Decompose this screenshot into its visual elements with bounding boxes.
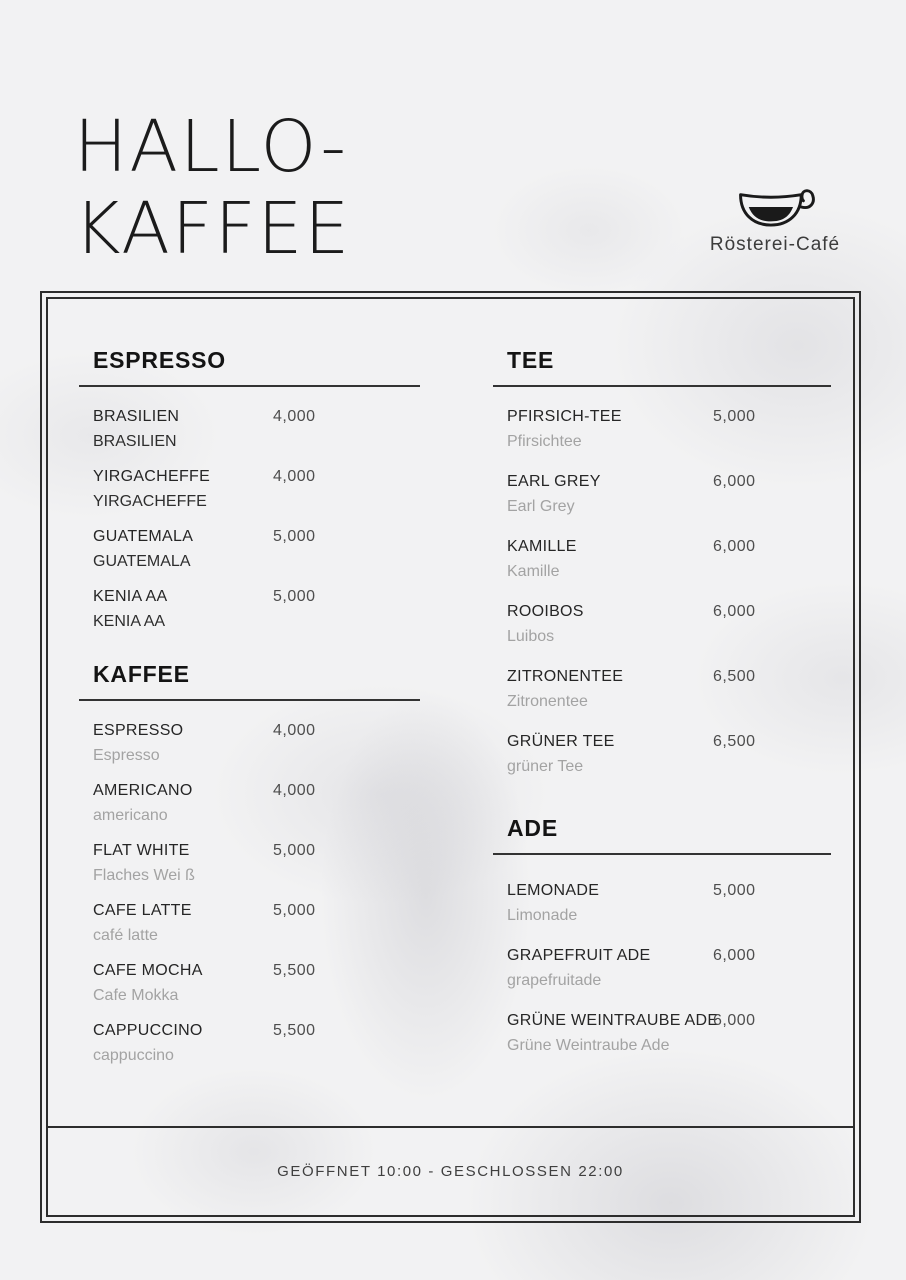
item-subtitle: americano	[93, 807, 168, 824]
menu-item	[493, 405, 831, 454]
item-title: LEMONADE	[507, 882, 600, 899]
section-title: KAFFEE	[93, 661, 190, 687]
menu-column-right	[493, 346, 831, 1074]
item-subtitle: Cafe Mokka	[93, 987, 179, 1004]
menu-item	[79, 465, 420, 514]
item-subtitle: Flaches Wei ß	[93, 867, 195, 884]
section-rule	[493, 853, 831, 855]
section-title: ESPRESSO	[93, 347, 226, 373]
menu-item	[79, 719, 420, 768]
item-subtitle: BRASILIEN	[93, 433, 177, 450]
item-price: 6,000	[713, 947, 756, 964]
item-subtitle: Earl Grey	[507, 498, 575, 515]
item-title: GUATEMALA	[93, 528, 194, 545]
item-subtitle: grapefruitade	[507, 972, 602, 989]
item-title: CAFE LATTE	[93, 902, 192, 919]
menu-item	[493, 879, 831, 928]
item-price: 5,500	[273, 962, 316, 979]
menu-item	[79, 959, 420, 1008]
menu-item	[79, 839, 420, 888]
item-subtitle: Zitronentee	[507, 693, 588, 710]
item-subtitle: cappuccino	[93, 1047, 174, 1064]
section-items	[493, 405, 831, 779]
footer	[48, 1126, 853, 1215]
brand-logo	[690, 181, 860, 256]
item-price: 6,000	[713, 538, 756, 555]
item-price: 5,000	[713, 882, 756, 899]
item-price: 5,000	[713, 408, 756, 425]
item-price: 4,000	[273, 408, 316, 425]
item-title: EARL GREY	[507, 473, 601, 490]
page-title-line1: HALLO-	[74, 105, 349, 188]
menu-item	[493, 665, 831, 714]
item-subtitle: Espresso	[93, 747, 160, 764]
item-title: GRÜNE WEINTRAUBE ADE	[507, 1012, 719, 1029]
menu-item	[79, 525, 420, 574]
item-price: 5,000	[273, 588, 316, 605]
menu-column-left	[79, 346, 420, 1079]
section-kaffee	[79, 660, 420, 1068]
menu-item	[493, 535, 831, 584]
item-title: YIRGACHEFFE	[93, 468, 211, 485]
section-items	[493, 879, 831, 1058]
item-price: 5,500	[273, 1022, 316, 1039]
item-title: ESPRESSO	[93, 722, 184, 739]
section-rule	[493, 385, 831, 387]
item-title: BRASILIEN	[93, 408, 180, 425]
menu-item	[79, 899, 420, 948]
item-title: CAFE MOCHA	[93, 962, 203, 979]
menu-item	[79, 405, 420, 454]
item-subtitle: café latte	[93, 927, 158, 944]
item-subtitle: Limonade	[507, 907, 578, 924]
section-title: ADE	[507, 815, 558, 841]
item-title: AMERICANO	[93, 782, 193, 799]
item-title: ZITRONENTEE	[507, 668, 624, 685]
section-tee	[493, 346, 831, 779]
brand-name: Rösterei-Café	[709, 234, 841, 255]
item-price: 4,000	[273, 722, 316, 739]
item-price: 6,000	[713, 1012, 756, 1029]
section-items	[79, 405, 420, 634]
item-title: CAPPUCCINO	[93, 1022, 203, 1039]
menu-frame	[40, 291, 861, 1223]
item-subtitle: Luibos	[507, 628, 555, 645]
item-subtitle: YIRGACHEFFE	[93, 493, 207, 510]
section-espresso	[79, 346, 420, 634]
item-title: KAMILLE	[507, 538, 577, 555]
menu-item	[493, 600, 831, 649]
menu-item	[493, 730, 831, 779]
menu-item	[79, 779, 420, 828]
item-subtitle: Pfirsichtee	[507, 433, 582, 450]
item-title: GRÜNER TEE	[507, 733, 615, 750]
section-rule	[79, 699, 420, 701]
item-subtitle: grüner Tee	[507, 758, 584, 775]
item-price: 6,000	[713, 473, 756, 490]
item-title: FLAT WHITE	[93, 842, 190, 859]
item-subtitle: Kamille	[507, 563, 560, 580]
page-title	[74, 106, 351, 270]
item-price: 4,000	[273, 468, 316, 485]
item-price: 4,000	[273, 782, 316, 799]
coffee-cup-icon	[690, 181, 860, 233]
menu-item	[79, 1019, 420, 1068]
section-title: TEE	[507, 347, 555, 373]
item-subtitle: KENIA AA	[93, 613, 166, 630]
menu-item	[79, 585, 420, 634]
section-ade	[493, 814, 831, 1058]
page-title-line2: KAFFEE	[74, 187, 352, 270]
menu-item	[493, 944, 831, 993]
item-title: PFIRSICH-TEE	[507, 408, 622, 425]
item-price: 6,500	[713, 668, 756, 685]
item-price: 6,000	[713, 603, 756, 620]
hours-text: GEÖFFNET 10:00 - GESCHLOSSEN 22:00	[277, 1163, 624, 1180]
menu-item	[493, 1009, 831, 1058]
item-subtitle: Grüne Weintraube Ade	[507, 1037, 670, 1054]
item-price: 6,500	[713, 733, 756, 750]
item-price: 5,000	[273, 842, 316, 859]
item-price: 5,000	[273, 528, 316, 545]
item-subtitle: GUATEMALA	[93, 553, 191, 570]
item-price: 5,000	[273, 902, 316, 919]
section-rule	[79, 385, 420, 387]
item-title: GRAPEFRUIT ADE	[507, 947, 651, 964]
menu-frame-inner	[46, 297, 855, 1217]
item-title: KENIA AA	[93, 588, 168, 605]
menu-item	[493, 470, 831, 519]
item-title: ROOIBOS	[507, 603, 584, 620]
section-items	[79, 719, 420, 1068]
